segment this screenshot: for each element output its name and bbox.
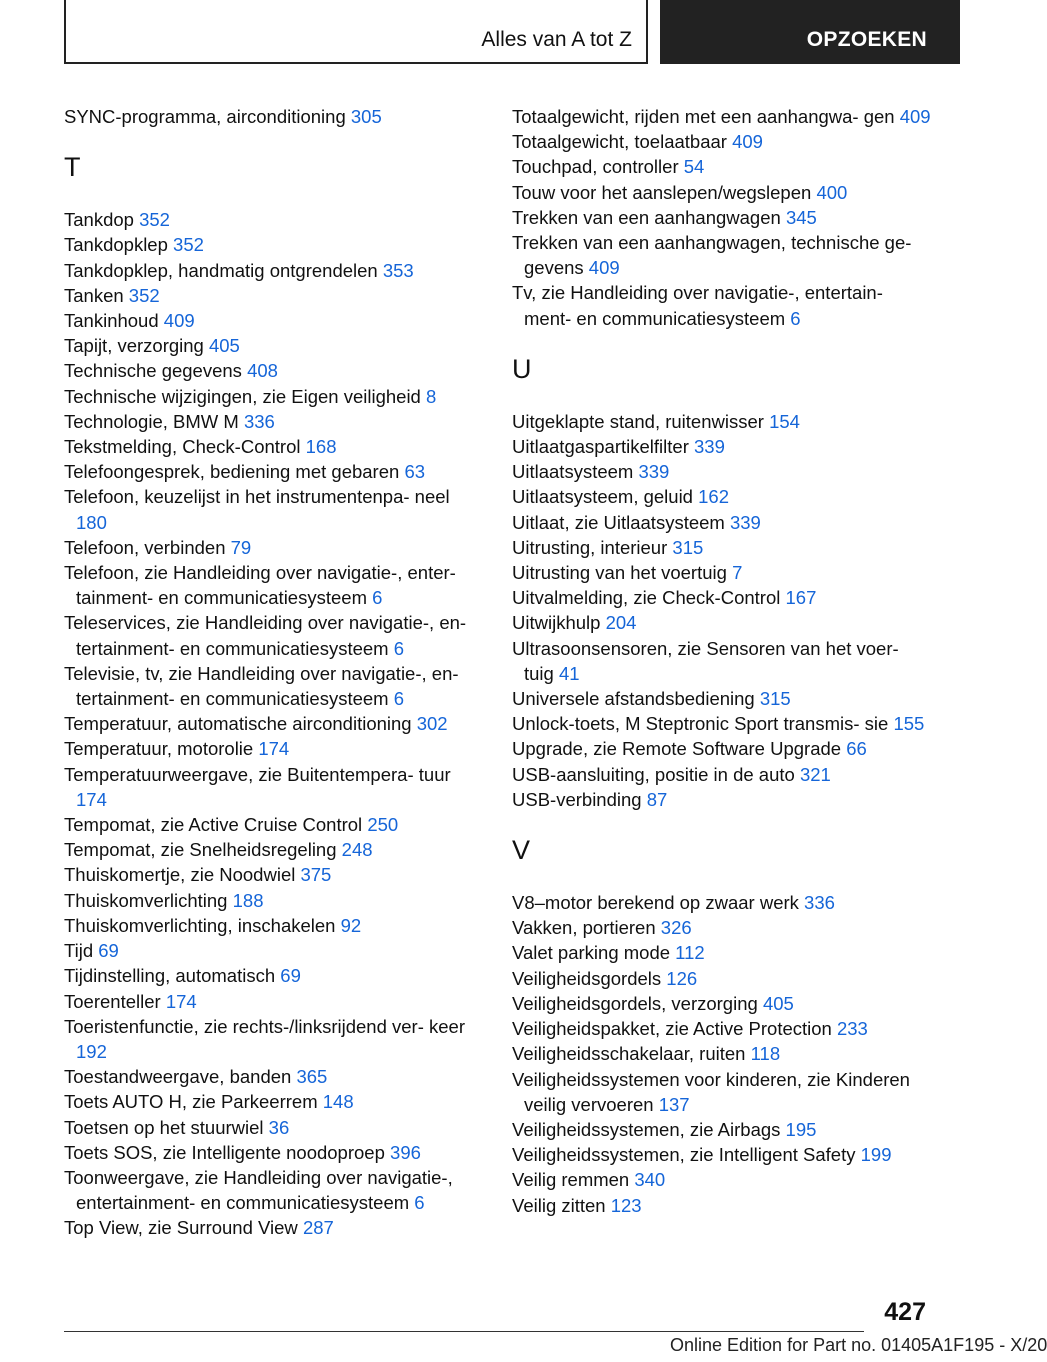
- page-reference-link[interactable]: 345: [785, 206, 817, 228]
- page-reference-link[interactable]: 126: [666, 967, 698, 989]
- page-reference-link[interactable]: 79: [230, 536, 252, 558]
- page-reference-link[interactable]: 199: [860, 1144, 892, 1166]
- index-entry: [512, 762, 932, 787]
- index-column-left: [64, 104, 484, 1241]
- index-entry-text: Temperatuur, automatische airconditioning: [64, 713, 412, 735]
- index-entry-text: Thuiskomertje, zie Noodwiel: [64, 864, 296, 886]
- page-reference-link[interactable]: 6: [372, 587, 383, 609]
- page-reference-link[interactable]: 326: [660, 917, 692, 939]
- page-reference-link[interactable]: 315: [759, 688, 791, 710]
- index-entry: [64, 333, 484, 358]
- search-tab-label: OPZOEKEN: [806, 28, 927, 51]
- index-entry: [512, 1117, 932, 1142]
- index-entry-text: Veiligheidssystemen, zie Intelligent Safety: [512, 1144, 856, 1166]
- index-entry: [512, 736, 932, 761]
- index-entry-text: Telefoongesprek, bediening met gebaren: [64, 461, 400, 483]
- index-entry-text: Tankdopklep: [64, 234, 168, 256]
- index-entry-text: Veilig zitten: [512, 1194, 606, 1216]
- index-entry-text: Uitrusting van het voertuig: [512, 562, 727, 584]
- index-entry: [64, 384, 484, 409]
- index-entry: [64, 736, 484, 761]
- index-entry-text: Top View, zie Surround View: [64, 1217, 298, 1239]
- page-reference-link[interactable]: 41: [558, 662, 580, 684]
- index-entry: [64, 812, 484, 837]
- page-reference-link[interactable]: 408: [247, 360, 278, 382]
- index-entry-text: Trekken van een aanhangwagen, technische ge‐ gevens: [512, 232, 912, 279]
- index-entry: [512, 280, 932, 330]
- index-entry-text: Toonweergave, zie Handleiding over navigatie-, entertainment- en communicatiesysteem: [64, 1166, 453, 1214]
- index-entry: [512, 636, 932, 686]
- index-entry: [512, 180, 932, 205]
- page-reference-link[interactable]: 180: [76, 511, 107, 533]
- index-entry-text: Toeristenfunctie, zie rechts-/linksrijdend ver‐ keer: [64, 1015, 465, 1037]
- index-entry: [512, 1142, 932, 1167]
- page-reference-link[interactable]: 321: [799, 763, 831, 785]
- index-entry-text: Touchpad, controller: [512, 156, 679, 178]
- index-entry: [512, 129, 932, 154]
- index-entry-text: Veiligheidssystemen voor kinderen, zie Kinderen veilig vervoeren: [512, 1068, 910, 1115]
- index-entry-text: Veiligheidspakket, zie Active Protection: [512, 1018, 832, 1040]
- index-entry: [512, 409, 932, 434]
- page-reference-link[interactable]: 123: [610, 1194, 642, 1216]
- index-entry: [64, 938, 484, 963]
- page-reference-link[interactable]: 352: [139, 209, 170, 231]
- index-entry-text: Tankdop: [64, 209, 134, 231]
- page-reference-link[interactable]: 36: [268, 1116, 290, 1138]
- index-entry-text: Toets SOS, zie Intelligente noodoproep: [64, 1141, 385, 1163]
- page-reference-link[interactable]: 6: [393, 688, 405, 710]
- section-tab[interactable]: [64, 0, 648, 64]
- index-entry-text: Tanken: [64, 284, 124, 306]
- page-reference-link[interactable]: 69: [98, 940, 119, 962]
- index-entry: [64, 1089, 484, 1114]
- index-entry: [512, 230, 932, 280]
- page-reference-link[interactable]: 336: [804, 892, 835, 914]
- page-reference-link[interactable]: 155: [893, 713, 925, 735]
- index-entry: [512, 510, 932, 535]
- index-entry: [64, 888, 484, 913]
- page-reference-link[interactable]: 195: [785, 1118, 817, 1140]
- index-entry-text: Tempomat, zie Snelheidsregeling: [64, 839, 337, 861]
- index-entry-text: Totaalgewicht, toelaatbaar: [512, 131, 727, 153]
- page-reference-link[interactable]: 315: [672, 536, 704, 558]
- page-reference-link[interactable]: 7: [732, 562, 743, 584]
- page-reference-link[interactable]: 339: [729, 511, 761, 533]
- index-entry-text: Ultrasoonsensoren, zie Sensoren van het voer‐ tuig: [512, 637, 899, 684]
- page-reference-link[interactable]: 248: [341, 839, 373, 861]
- index-entry-text: Unlock-toets, M Steptronic Sport transmis‐ sie: [512, 713, 889, 735]
- index-entry-text: Totaalgewicht, rijden met een aanhangwa‐ gen: [512, 106, 895, 127]
- page-reference-link[interactable]: 302: [416, 713, 448, 735]
- index-entry: [512, 1016, 932, 1041]
- page-reference-link[interactable]: 6: [790, 307, 801, 329]
- index-entry: [512, 205, 932, 230]
- page-reference-link[interactable]: 375: [300, 864, 332, 886]
- index-entry-text: Teleservices, zie Handleiding over navigatie-, en‐ tertainment- en communicatiesysteem: [64, 612, 467, 659]
- page-reference-link[interactable]: 204: [605, 612, 637, 634]
- index-entry: [512, 711, 932, 736]
- index-entry-text: Thuiskomverlichting: [64, 889, 228, 911]
- page-reference-link[interactable]: 405: [762, 992, 794, 1014]
- index-entry: [64, 1140, 484, 1165]
- index-entry-text: Thuiskomverlichting, inschakelen: [64, 914, 336, 936]
- index-entry: [512, 484, 932, 509]
- page-reference-link[interactable]: 396: [390, 1141, 421, 1163]
- page-reference-link[interactable]: 162: [698, 486, 729, 508]
- page-reference-link[interactable]: 352: [128, 284, 160, 306]
- page-reference-link[interactable]: 409: [732, 131, 763, 153]
- index-entry-text: Uitlaatsysteem: [512, 461, 634, 483]
- page-reference-link[interactable]: 6: [393, 637, 405, 659]
- index-entry-text: Uitwijkhulp: [512, 612, 601, 634]
- index-entry-text: Vakken, portieren: [512, 917, 656, 939]
- index-entry-text: USB-verbinding: [512, 788, 642, 810]
- index-entry-text: Uitgeklapte stand, ruitenwisser: [512, 410, 764, 432]
- page-number: 427: [884, 1298, 926, 1326]
- index-letter-heading: U: [512, 353, 532, 384]
- index-entry: [512, 915, 932, 940]
- page-reference-link[interactable]: 287: [302, 1217, 334, 1239]
- page-reference-link[interactable]: 54: [683, 156, 705, 178]
- index-entry-text: Veilig remmen: [512, 1169, 630, 1191]
- index-entry-text: Universele afstandsbediening: [512, 688, 755, 710]
- index-entry-text: Toetsen op het stuurwiel: [64, 1116, 264, 1138]
- index-entry: [64, 484, 484, 534]
- index-entry-text: USB-aansluiting, positie in de auto: [512, 763, 795, 785]
- index-entry: [64, 232, 484, 257]
- index-entry: [512, 1193, 932, 1218]
- index-entry: [512, 535, 932, 560]
- page-reference-link[interactable]: 66: [846, 738, 867, 760]
- page-reference-link[interactable]: 409: [899, 106, 931, 127]
- index-entry: [64, 1215, 484, 1240]
- index-entry: [64, 1064, 484, 1089]
- index-entry: [64, 711, 484, 736]
- index-entry-text: Technologie, BMW M: [64, 410, 239, 432]
- index-letter-heading: T: [64, 152, 81, 183]
- index-entry-text: Technische gegevens: [64, 360, 242, 382]
- index-entry-text: Uitlaatsysteem, geluid: [512, 486, 693, 508]
- index-entry-text: V8–motor berekend op zwaar werk: [512, 892, 799, 914]
- page-reference-link[interactable]: 188: [232, 889, 264, 911]
- index-entry-text: Toets AUTO H, zie Parkeerrem: [64, 1091, 318, 1113]
- index-entry-text: Temperatuurweergave, zie Buitentempera‐ tuur: [64, 763, 451, 785]
- index-entry: [64, 358, 484, 383]
- page-reference-link[interactable]: 365: [296, 1066, 328, 1088]
- index-entry: [64, 459, 484, 484]
- index-entry: [64, 409, 484, 434]
- index-entry-text: Tankinhoud: [64, 310, 159, 332]
- index-entry: [512, 610, 932, 635]
- index-entry-text: Veiligheidssystemen, zie Airbags: [512, 1118, 781, 1140]
- index-entry: [512, 787, 932, 812]
- page-reference-link[interactable]: 8: [426, 385, 437, 407]
- page-reference-link[interactable]: 339: [694, 436, 725, 458]
- page-reference-link[interactable]: 118: [750, 1043, 781, 1065]
- index-entry: [512, 434, 932, 459]
- index-entry-text: Tv, zie Handleiding over navigatie-, entertain‐ ment- en communicatiesysteem: [512, 282, 883, 329]
- index-entry-text: Uitvalmelding, zie Check-Control: [512, 587, 781, 609]
- index-entry-text: SYNC-programma, airconditioning: [64, 106, 346, 127]
- index-entry: [64, 661, 484, 711]
- index-entry: [512, 104, 932, 129]
- page-reference-link[interactable]: 174: [76, 788, 107, 810]
- page-reference-link[interactable]: 336: [243, 410, 275, 432]
- index-letter-heading: V: [512, 835, 531, 866]
- index-entry-text: Televisie, tv, zie Handleiding over navigatie-, en‐ tertainment- en communicatiesysteem: [64, 662, 459, 710]
- index-entry-text: Uitlaatgaspartikelfilter: [512, 436, 689, 458]
- index-entry-text: Trekken van een aanhangwagen: [512, 206, 781, 228]
- page-reference-link[interactable]: 87: [646, 788, 668, 810]
- index-entry: [64, 762, 484, 812]
- index-entry-text: Veiligheidsschakelaar, ruiten: [512, 1043, 746, 1065]
- index-entry-text: Toestandweergave, banden: [64, 1066, 292, 1088]
- index-entry: [64, 862, 484, 887]
- page-reference-link[interactable]: 92: [340, 914, 362, 936]
- page-reference-link[interactable]: 305: [350, 106, 382, 127]
- page-reference-link[interactable]: 339: [638, 461, 670, 483]
- index-entry: [64, 207, 484, 232]
- index-entry-text: Technische wijzigingen, zie Eigen veiligheid: [64, 385, 421, 407]
- index-entry: [512, 459, 932, 484]
- page-reference-link[interactable]: 112: [675, 942, 705, 964]
- page-reference-link[interactable]: 148: [322, 1091, 354, 1113]
- index-entry-text: Tankdopklep, handmatig ontgrendelen: [64, 259, 378, 281]
- index-entry-text: Valet parking mode: [512, 942, 671, 964]
- index-entry: [512, 966, 932, 991]
- index-entry-text: Tekstmelding, Check-Control: [64, 436, 301, 458]
- page-reference-link[interactable]: 409: [163, 310, 195, 332]
- index-entry: [64, 283, 484, 308]
- index-entry: [64, 610, 484, 660]
- page-reference-link[interactable]: 174: [258, 738, 290, 760]
- page-reference-link[interactable]: 63: [404, 461, 426, 483]
- index-entry: [512, 686, 932, 711]
- page-reference-link[interactable]: 340: [634, 1169, 666, 1191]
- index-entry: [64, 989, 484, 1014]
- index-entry: [64, 308, 484, 333]
- index-entry-text: Uitlaat, zie Uitlaatsysteem: [512, 511, 725, 533]
- index-entry: [64, 963, 484, 988]
- index-entry-text: Telefoon, verbinden: [64, 536, 226, 558]
- index-entry: [64, 104, 484, 129]
- page-reference-link[interactable]: 154: [769, 410, 800, 432]
- index-entry-text: Veiligheidsgordels, verzorging: [512, 992, 758, 1014]
- index-entry: [512, 585, 932, 610]
- page-reference-link[interactable]: 400: [816, 181, 848, 203]
- index-entry: [64, 913, 484, 938]
- index-entry: [64, 535, 484, 560]
- index-entry: [512, 991, 932, 1016]
- footer-divider: [64, 1331, 864, 1332]
- index-entry-text: Toerenteller: [64, 990, 161, 1012]
- index-entry: [64, 1115, 484, 1140]
- index-entry: [512, 560, 932, 585]
- index-column-right: [512, 104, 932, 1218]
- section-tab-label: Alles van A tot Z: [481, 28, 632, 51]
- page-reference-link[interactable]: 352: [173, 234, 204, 256]
- index-entry: [64, 837, 484, 862]
- page-reference-link[interactable]: 405: [208, 335, 240, 357]
- index-entry: [64, 258, 484, 283]
- index-entry: [512, 1067, 932, 1117]
- index-entry-text: Telefoon, keuzelijst in het instrumentenpa‐ neel: [64, 486, 450, 508]
- index-entry: [512, 154, 932, 179]
- index-entry-text: Temperatuur, motorolie: [64, 738, 254, 760]
- index-entry: [512, 890, 932, 915]
- edition-footer: Online Edition for Part no. 01405A1F195 - X/20: [670, 1335, 1047, 1355]
- index-entry: [512, 1167, 932, 1192]
- index-entry-text: Tijdinstelling, automatisch: [64, 965, 276, 987]
- index-entry: [64, 1165, 484, 1215]
- index-entry-text: Tapijt, verzorging: [64, 335, 204, 357]
- page-reference-link[interactable]: 6: [414, 1192, 425, 1214]
- index-entry-text: Telefoon, zie Handleiding over navigatie-, enter‐ tainment- en communicatiesysteem: [64, 562, 456, 609]
- page-reference-link[interactable]: 192: [76, 1040, 107, 1062]
- index-entry-text: Uitrusting, interieur: [512, 536, 668, 558]
- index-entry: [64, 434, 484, 459]
- index-entry-text: Veiligheidsgordels: [512, 967, 662, 989]
- index-entry: [64, 560, 484, 610]
- page-reference-link[interactable]: 233: [836, 1018, 868, 1040]
- page-reference-link[interactable]: 409: [588, 257, 620, 279]
- page-reference-link[interactable]: 168: [305, 436, 337, 458]
- index-entry-text: Touw voor het aanslepen/wegslepen: [512, 181, 812, 203]
- page-reference-link[interactable]: 353: [382, 259, 414, 281]
- index-entry-text: Tempomat, zie Active Cruise Control: [64, 814, 363, 836]
- index-entry-text: Tijd: [64, 940, 94, 962]
- page-reference-link[interactable]: 250: [367, 814, 399, 836]
- page-reference-link[interactable]: 69: [280, 965, 301, 987]
- index-entry: [64, 1014, 484, 1064]
- page-reference-link[interactable]: 137: [658, 1093, 690, 1115]
- page-reference-link[interactable]: 174: [165, 990, 197, 1012]
- page-reference-link[interactable]: 167: [785, 587, 817, 609]
- search-tab[interactable]: [660, 0, 960, 64]
- index-entry: [512, 940, 932, 965]
- index-entry: [512, 1041, 932, 1066]
- index-entry-text: Upgrade, zie Remote Software Upgrade: [512, 738, 842, 760]
